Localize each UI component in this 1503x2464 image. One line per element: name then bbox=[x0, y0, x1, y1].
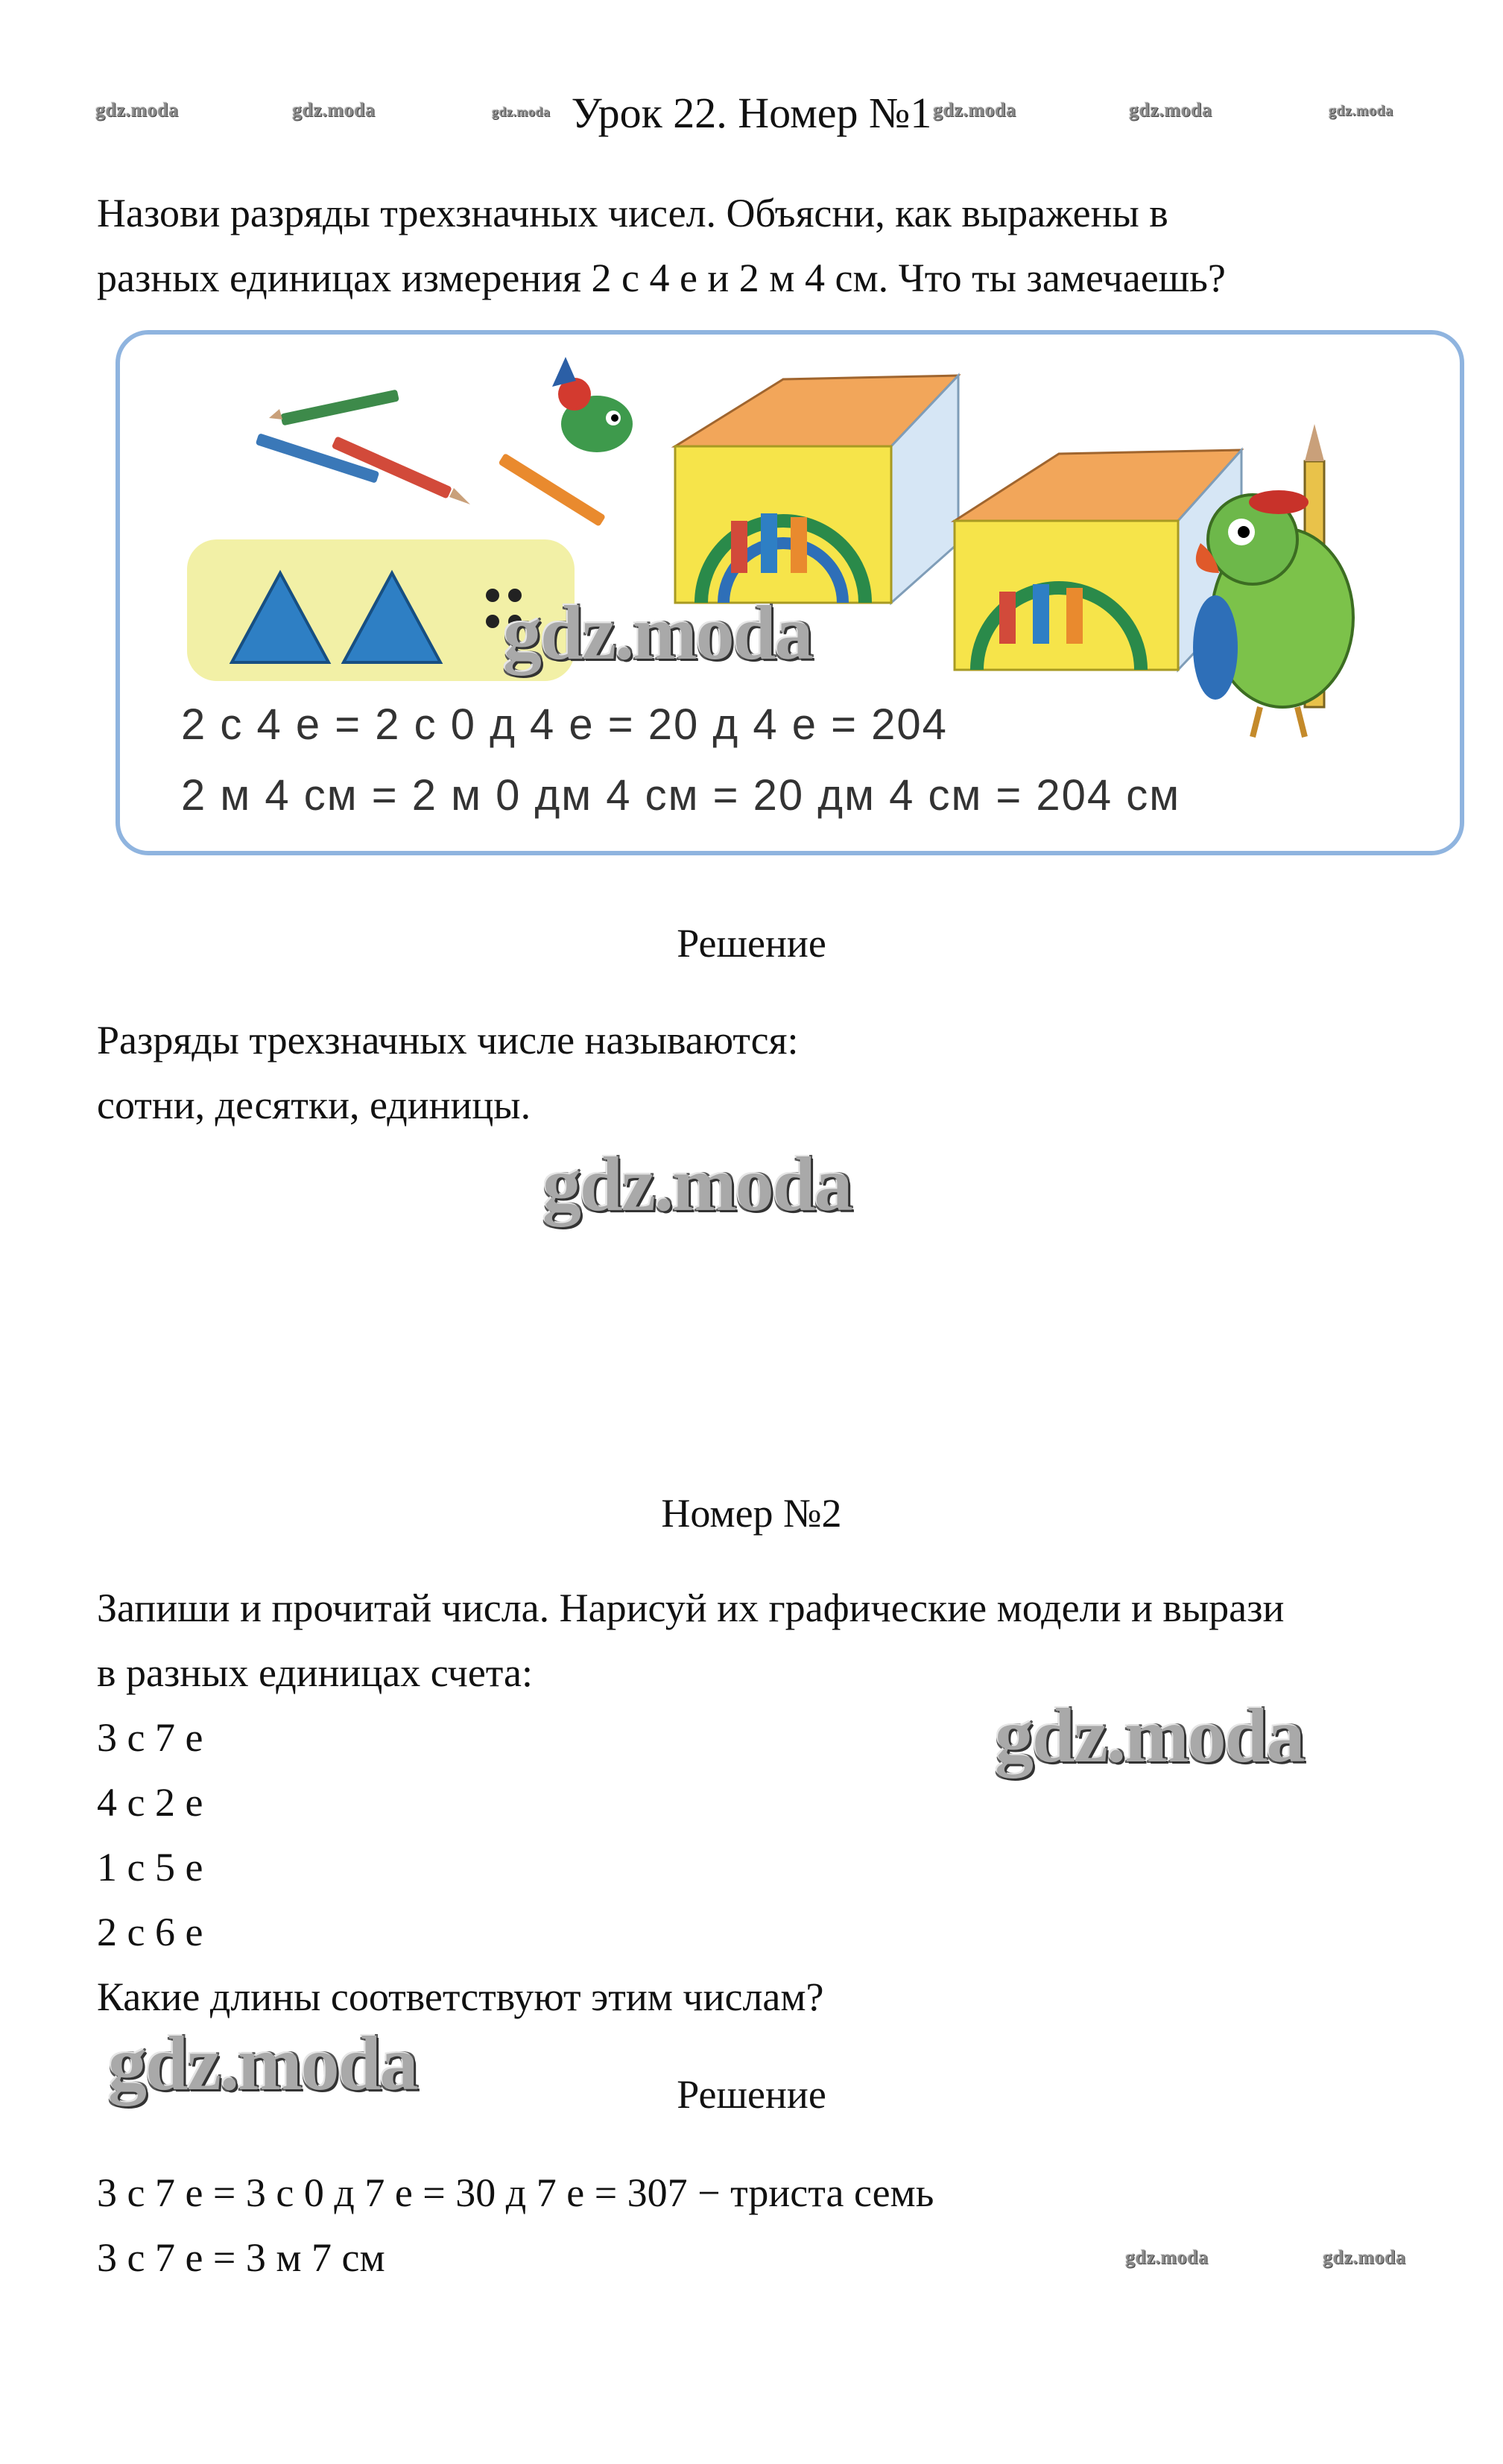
task2-item: 3 с 7 е bbox=[97, 1715, 203, 1760]
solution-heading: Решение bbox=[677, 921, 826, 966]
solution2-line1: 3 с 7 е = 3 с 0 д 7 е = 30 д 7 е = 307 − триста семь bbox=[97, 2170, 934, 2215]
pencil-icon bbox=[269, 390, 399, 426]
watermark: gdz.moda bbox=[1125, 2246, 1209, 2268]
watermark: gdz.moda bbox=[1129, 99, 1212, 121]
task2-question: Какие длины соответствуют этим числам? bbox=[97, 1974, 824, 2019]
watermark: gdz.moda bbox=[933, 99, 1016, 121]
task1-line2: разных единицах измерения 2 с 4 е и 2 м 4 см. Что ты замечаешь? bbox=[97, 256, 1226, 300]
watermark: gdz.moda bbox=[108, 2021, 417, 2106]
equation-lengths: 2 м 4 см = 2 м 0 дм 4 см = 20 дм 4 см = 204 см bbox=[181, 771, 1181, 820]
task1-line1: Назови разряды трехзначных чисел. Объясни, как выражены в bbox=[97, 191, 1168, 235]
watermark: gdz.moda bbox=[542, 1141, 852, 1227]
watermark: gdz.moda bbox=[492, 104, 551, 119]
solution-heading: Решение bbox=[677, 2072, 826, 2117]
solution1-line1: Разряды трехзначных числе называются: bbox=[97, 1018, 799, 1062]
equation-units: 2 с 4 е = 2 с 0 д 4 е = 20 д 4 е = 204 bbox=[181, 700, 948, 749]
task2-heading: Номер №2 bbox=[661, 1491, 842, 1536]
task2-item: 2 с 6 е bbox=[97, 1910, 203, 1954]
task2-line2: в разных единицах счета: bbox=[97, 1650, 534, 1695]
task2-item: 4 с 2 е bbox=[97, 1780, 203, 1825]
solution2-line2: 3 с 7 е = 3 м 7 см bbox=[97, 2235, 385, 2280]
box-icon bbox=[675, 376, 958, 603]
bird-icon bbox=[552, 357, 633, 452]
watermark: gdz.moda bbox=[1329, 103, 1393, 119]
task2-line1: Запиши и прочитай числа. Нарисуй их графические модели и вырази bbox=[97, 1586, 1285, 1630]
page-title: Урок 22. Номер №1 bbox=[571, 89, 932, 137]
pencil-icon bbox=[498, 453, 606, 527]
watermark: gdz.moda bbox=[95, 99, 179, 121]
watermark: gdz.moda bbox=[995, 1693, 1304, 1779]
watermark: gdz.moda bbox=[1323, 2246, 1406, 2268]
task2-item: 1 с 5 е bbox=[97, 1845, 203, 1890]
solution1-line2: сотни, десятки, единицы. bbox=[97, 1083, 531, 1127]
watermark: gdz.moda bbox=[292, 99, 376, 121]
watermark: gdz.moda bbox=[503, 590, 812, 676]
